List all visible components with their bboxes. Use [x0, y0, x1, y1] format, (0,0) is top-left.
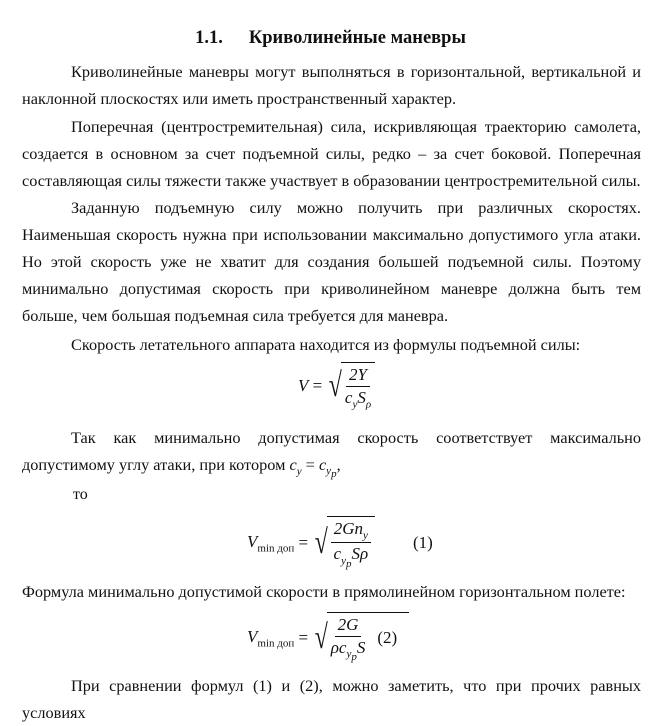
numerator: 2G	[335, 615, 362, 637]
paragraph-1: Криволинейные маневры могут выполняться в горизонтальной, вертикальной и наклонной плоскостях или иметь пространственный характер.	[22, 62, 641, 108]
section-number: 1.1.	[195, 28, 223, 48]
sqrt-icon: √	[329, 367, 343, 405]
denominator: $c_{y_p}S\rho$	[333, 544, 369, 570]
paragraph-8: При сравнении формул (1) и (2), можно заметить, что при прочих равных условиях	[22, 676, 641, 722]
numerator: $2Gn_y$	[331, 519, 371, 543]
paragraph-4: Скорость летательного аппарата находится из формулы подъемной силы:	[71, 335, 581, 354]
formula-lhs: $V_{min доп}$	[247, 531, 295, 555]
sqrt-icon: √	[314, 523, 328, 561]
formula-velocity	[298, 362, 375, 410]
section-heading	[0, 28, 661, 49]
equation-number: (2)	[377, 627, 398, 647]
paragraph-3: Заданную подъемную силу можно получить при различных скоростях. Наименьшая скорость нужна при использовании максимально допустимого угла атаки. Но этой скорость уже не хватит для создания большей подъемной силы. Поэтому минимально допустимая скорость при криволинейном маневре должна быть тем больше, чем большая подъемная сила требуется для маневра.	[22, 198, 641, 325]
sqrt-icon: √	[314, 618, 328, 656]
fraction	[327, 612, 410, 664]
denominator: $\rho c_{y_p}S$	[330, 638, 366, 664]
formula-1	[247, 516, 433, 570]
paragraph-5: Так как минимально допустимая скорость соответствует максимально допустимому углу атаки, при котором $c_y = c_{y_p}$,	[22, 428, 641, 481]
paragraph-7: Формула минимально допустимой скорости в прямолинейном горизонтальном полете:	[22, 582, 626, 601]
denominator: $c_yS_\rho$	[344, 388, 372, 411]
fraction	[327, 516, 375, 570]
formula-lhs: V	[298, 376, 309, 396]
formula-eq: =	[298, 627, 309, 647]
section-title: Криволинейные маневры	[248, 28, 466, 48]
paragraph-6: то	[73, 486, 88, 503]
paragraph-2: Поперечная (центростремительная) сила, искривляющая траекторию самолета, создается в основном за счет подъемной силы, редко – за счет боковой. Поперечная составляющая силы тяжести также участвует в образовании центростремительной силы.	[22, 117, 641, 190]
equation-number: (1)	[412, 532, 433, 552]
formula-eq: =	[298, 532, 309, 552]
fraction	[341, 362, 375, 410]
formula-eq: =	[312, 376, 323, 396]
numerator: 2Y	[346, 365, 370, 387]
formula-lhs: $V_{min доп}$	[247, 626, 295, 649]
formula-2	[247, 612, 397, 664]
inline-formula: $c_y = c_{y_p}$	[289, 455, 337, 481]
